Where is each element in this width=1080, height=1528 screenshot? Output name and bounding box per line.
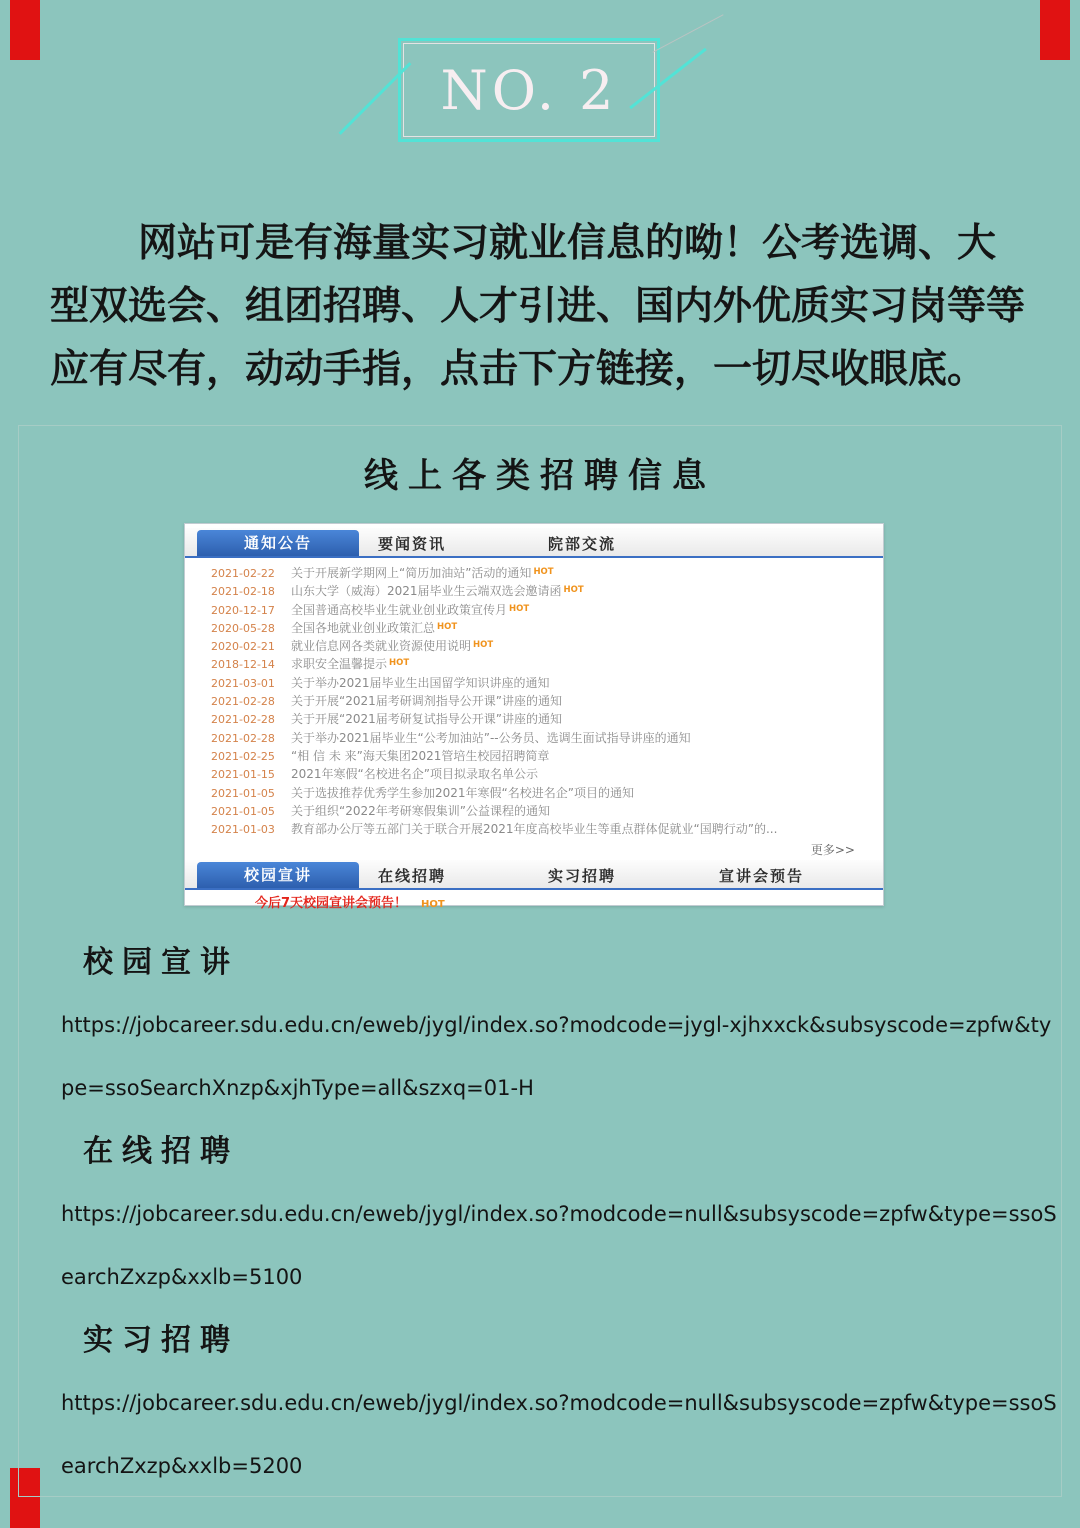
more-link[interactable]: 更多>>	[810, 843, 855, 857]
intro-line: 型双选会、组团招聘、人才引进、国内外优质实习岗等等	[50, 284, 1026, 329]
intro-paragraph	[50, 212, 1035, 401]
primary-tab-0-active[interactable]: 通知公告	[197, 530, 359, 556]
notice-date: 2021-02-28	[211, 695, 275, 709]
url-line[interactable]: pe=ssoSearchXnzp&xjhType=all&szxq=01-H	[61, 1076, 534, 1100]
no2-badge-inner-border	[403, 43, 655, 137]
notice-row[interactable]	[211, 729, 866, 747]
notice-title-link[interactable]: “相 信 未 来”海天集团2021管培生校园招聘简章	[291, 748, 550, 763]
notice-row[interactable]	[211, 655, 866, 673]
notice-title-link[interactable]: 关于组织“2022年考研寒假集训”公益课程的通知	[291, 803, 550, 818]
intro-line: 网站可是有海量实习就业信息的呦！公考选调、大	[138, 221, 997, 266]
primary-tab-2[interactable]: 院部交流	[548, 535, 617, 553]
notice-row[interactable]	[211, 564, 866, 582]
notice-title-link[interactable]: 关于选拔推荐优秀学生参加2021年寒假“名校进名企”项目的通知	[291, 785, 634, 800]
notice-row[interactable]	[211, 582, 866, 600]
notice-title-link[interactable]: 求职安全温馨提示	[291, 657, 388, 672]
hot-badge: HOT	[563, 585, 584, 596]
notice-row[interactable]	[211, 601, 866, 619]
notice-date: 2021-01-15	[211, 768, 275, 782]
hot-badge: HOT	[389, 658, 410, 669]
hot-badge: HOT	[509, 603, 530, 614]
secondary-tab-2[interactable]: 实习招聘	[548, 867, 617, 885]
notice-date: 2021-02-28	[211, 713, 275, 727]
notice-row[interactable]	[211, 802, 866, 820]
notice-title-link[interactable]: 关于举办2021届毕业生“公考加油站”--公务员、选调生面试指导讲座的通知	[291, 730, 691, 745]
notice-row[interactable]	[211, 747, 866, 765]
notice-date: 2021-01-05	[211, 804, 275, 818]
red-accent-bar-top-right	[1040, 0, 1070, 60]
url-line[interactable]: https://jobcareer.sdu.edu.cn/eweb/jygl/index.so?modcode=null&subsyscode=zpfw&type=ssoS	[61, 1202, 1057, 1226]
section-heading-2: 实习招聘	[83, 1323, 239, 1358]
secondary-tab-0-active[interactable]: 校园宣讲	[197, 862, 359, 888]
hot-badge: HOT	[437, 621, 458, 632]
notice-row[interactable]	[211, 820, 866, 838]
notice-title-link[interactable]: 全国普通高校毕业生就业创业政策宣传月	[291, 602, 508, 617]
secondary-tabbar	[185, 860, 883, 890]
notice-row[interactable]	[211, 674, 866, 692]
notice-date: 2021-02-22	[211, 567, 275, 580]
notice-date: 2020-12-17	[211, 603, 275, 617]
notice-date: 2021-02-18	[211, 585, 275, 599]
url-sections	[61, 931, 1061, 1498]
card-title: 线上各类招聘信息	[364, 456, 716, 496]
notice-title-link[interactable]: 关于开展“2021届考研复试指导公开课”讲座的通知	[291, 712, 562, 727]
primary-tabbar	[185, 528, 883, 558]
secondary-tab-1[interactable]: 在线招聘	[378, 867, 447, 885]
notice-date: 2021-02-25	[211, 749, 275, 763]
notice-date: 2021-01-03	[211, 823, 275, 837]
notice-date: 2020-02-21	[211, 640, 275, 654]
notice-title-link[interactable]: 教育部办公厅等五部门关于联合开展2021年度高校毕业生等重点群体促就业“国聘行动”的...	[291, 822, 778, 837]
info-card	[18, 425, 1062, 1497]
url-line[interactable]: https://jobcareer.sdu.edu.cn/eweb/jygl/index.so?modcode=jygl-xjhxxck&subsyscode=zpfw&ty	[61, 1013, 1052, 1037]
notice-row[interactable]	[211, 637, 866, 655]
secondary-tab-3[interactable]: 宣讲会预告	[719, 867, 805, 885]
site-screenshot	[184, 523, 884, 911]
notice-date: 2021-03-01	[211, 676, 275, 690]
notice-title-link[interactable]: 2021年寒假“名校进名企”项目拟录取名单公示	[291, 767, 538, 782]
footer-notice-text: 今后7天校园宣讲会预告！	[255, 896, 408, 911]
hot-badge: HOT	[473, 640, 494, 651]
notice-title-link[interactable]: 就业信息网各类就业资源使用说明	[291, 639, 472, 654]
url-line[interactable]: earchZxzp&xxlb=5100	[61, 1265, 303, 1289]
notice-row[interactable]	[211, 710, 866, 728]
notice-list	[211, 564, 866, 838]
section-heading-0: 校园宣讲	[83, 945, 239, 980]
no2-badge-label: NO. 2	[440, 58, 618, 122]
notice-date: 2021-01-05	[211, 786, 275, 800]
notice-row[interactable]	[211, 765, 866, 783]
notice-date: 2018-12-14	[211, 658, 275, 672]
no2-badge	[398, 38, 660, 142]
notice-date: 2021-02-28	[211, 731, 275, 745]
notice-title-link[interactable]: 关于开展“2021届考研调剂指导公开课”讲座的通知	[291, 694, 562, 709]
notice-row[interactable]	[211, 619, 866, 637]
notice-title-link[interactable]: 关于举办2021届毕业生出国留学知识讲座的通知	[291, 675, 550, 690]
notice-row[interactable]	[211, 692, 866, 710]
notice-date: 2020-05-28	[211, 621, 275, 635]
primary-tab-1[interactable]: 要闻资讯	[378, 535, 447, 553]
hot-badge: HOT	[533, 567, 554, 577]
url-line[interactable]: https://jobcareer.sdu.edu.cn/eweb/jygl/index.so?modcode=null&subsyscode=zpfw&type=ssoS	[61, 1391, 1057, 1415]
notice-row[interactable]	[211, 784, 866, 802]
intro-line: 应有尽有，动动手指，点击下方链接，一切尽收眼底。	[50, 347, 987, 392]
section-heading-1: 在线招聘	[83, 1134, 239, 1169]
diagonal-line-decoration	[652, 14, 723, 52]
hot-badge: HOT	[421, 899, 445, 910]
url-line[interactable]: earchZxzp&xxlb=5200	[61, 1454, 303, 1478]
footer-notice	[255, 892, 445, 911]
red-accent-bar-top-left	[10, 0, 40, 60]
notice-title-link[interactable]: 关于开展新学期网上“简历加油站”活动的通知	[291, 566, 532, 580]
notice-title-link[interactable]: 山东大学（威海）2021届毕业生云端双选会邀请函	[291, 584, 562, 599]
notice-title-link[interactable]: 全国各地就业创业政策汇总	[291, 620, 436, 635]
